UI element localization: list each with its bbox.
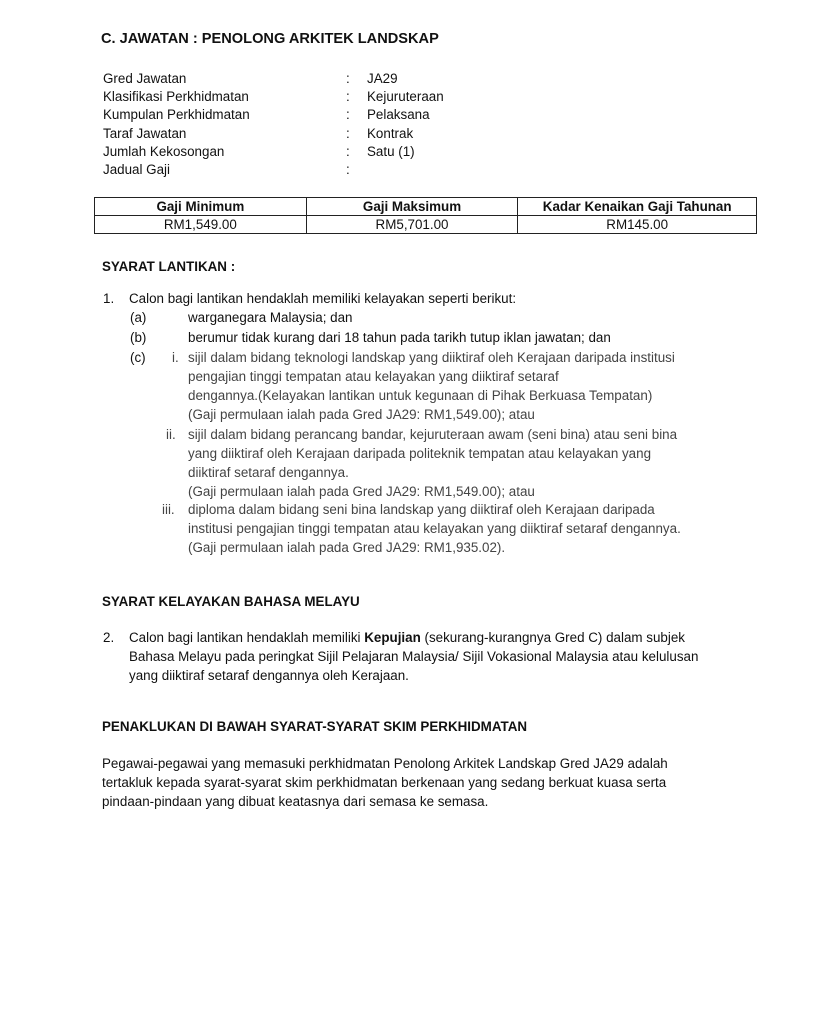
- salary-value-row: [95, 216, 757, 234]
- info-row-jumlah: [103, 143, 603, 161]
- text-line: (Gaji permulaan ialah pada Gred JA29: RM1,935.02).: [188, 540, 506, 555]
- bold-term: Kepujian: [364, 630, 421, 645]
- salary-cell: RM5,701.00: [306, 216, 518, 234]
- text-line: (Gaji permulaan ialah pada Gred JA29: RM1,549.00); atau: [188, 484, 535, 499]
- salary-cell: RM145.00: [518, 216, 757, 234]
- info-value: Kontrak: [367, 125, 414, 141]
- penaklukan-paragraph: [102, 754, 719, 811]
- info-row-jadual: [103, 161, 603, 179]
- text-line: (Gaji permulaan ialah pada Gred JA29: RM1,549.00); atau: [188, 407, 535, 422]
- info-row-taraf: [103, 125, 603, 143]
- salary-cell: RM1,549.00: [95, 216, 307, 234]
- qualification-ii: [188, 425, 677, 501]
- item-intro: Calon bagi lantikan hendaklah memiliki kelayakan seperti berikut:: [129, 291, 517, 306]
- text-line: dengannya.(Kelayakan lantikan untuk kegunaan di Pihak Berkuasa Tempatan): [188, 388, 653, 403]
- info-value: Pelaksana: [367, 107, 430, 123]
- qualification-iii: [188, 500, 681, 557]
- info-colon: :: [346, 71, 350, 86]
- sub-text-a: warganegara Malaysia; dan: [188, 310, 353, 325]
- page-title: C. JAWATAN : PENOLONG ARKITEK LANDSKAP: [101, 31, 439, 47]
- info-label: Gred Jawatan: [103, 71, 187, 86]
- job-info-list: [103, 70, 603, 179]
- info-value: Satu (1): [367, 143, 415, 159]
- info-label: Jumlah Kekosongan: [103, 143, 225, 159]
- info-label: Taraf Jawatan: [103, 125, 187, 141]
- text-line: yang diiktiraf setaraf dengannya oleh Kerajaan.: [129, 668, 409, 683]
- text-line: pengajian tinggi tempatan atau kelayakan yang diiktiraf setaraf: [188, 369, 559, 384]
- info-colon: :: [346, 89, 350, 105]
- sub-text-b: berumur tidak kurang dari 18 tahun pada tarikh tutup iklan jawatan; dan: [188, 330, 611, 345]
- info-colon: :: [346, 161, 350, 177]
- info-label: Klasifikasi Perkhidmatan: [103, 89, 249, 105]
- info-value: Kejuruteraan: [367, 89, 444, 105]
- salary-header-cell: Gaji Maksimum: [306, 198, 518, 216]
- text-line: Bahasa Melayu pada peringkat Sijil Pelajaran Malaysia/ Sijil Vokasional Malaysia atau kelulusan: [129, 649, 699, 664]
- salary-table: [94, 197, 757, 234]
- salary-header-cell: Kadar Kenaikan Gaji Tahunan: [518, 198, 757, 216]
- text-line: Pegawai-pegawai yang memasuki perkhidmatan Penolong Arkitek Landskap Gred JA29 adalah: [102, 756, 668, 771]
- text-line: [129, 628, 719, 647]
- info-row-klasifikasi: [103, 88, 603, 106]
- roman-label-i: i.: [172, 350, 179, 365]
- qualification-i: [188, 348, 675, 424]
- salary-header-row: [95, 198, 757, 216]
- text-line: yang diiktiraf oleh Kerajaan daripada politeknik tempatan atau kelayakan yang: [188, 446, 652, 461]
- text-line: pindaan-pindaan yang dibuat keatasnya dari semasa ke semasa.: [102, 794, 489, 809]
- info-row-kumpulan: [103, 106, 603, 124]
- text-line: tertakluk kepada syarat-syarat skim perkhidmatan berkenaan yang sedang berkuat kuasa serta: [102, 775, 667, 790]
- info-label: Kumpulan Perkhidmatan: [103, 107, 250, 123]
- salary-header-cell: Gaji Minimum: [95, 198, 307, 216]
- info-row-gred: [103, 70, 603, 88]
- text-segment: (sekurang-kurangnya Gred C) dalam subjek: [420, 630, 685, 645]
- item-number: 2.: [103, 630, 115, 645]
- item-number: 1.: [103, 291, 115, 306]
- bahasa-paragraph: [129, 628, 719, 685]
- info-colon: :: [346, 125, 350, 141]
- roman-label-iii: iii.: [162, 502, 175, 517]
- info-label: Jadual Gaji: [103, 161, 170, 177]
- text-line: institusi pengajian tinggi tempatan atau kelayakan yang diiktiraf setaraf dengannya.: [188, 521, 681, 536]
- section-heading-syarat-lantikan: SYARAT LANTIKAN :: [102, 259, 236, 274]
- text-line: diploma dalam bidang seni bina landskap yang diiktiraf oleh Kerajaan daripada: [188, 502, 655, 517]
- roman-label-ii: ii.: [166, 427, 176, 442]
- text-line: sijil dalam bidang perancang bandar, kejuruteraan awam (seni bina) atau seni bina: [188, 427, 678, 442]
- section-heading-penaklukan: PENAKLUKAN DI BAWAH SYARAT-SYARAT SKIM PERKHIDMATAN: [102, 719, 528, 734]
- info-value: JA29: [367, 71, 398, 86]
- text-line: diiktiraf setaraf dengannya.: [188, 465, 349, 480]
- sub-label-c: (c): [130, 350, 146, 365]
- info-colon: :: [346, 107, 350, 123]
- info-colon: :: [346, 143, 350, 159]
- sub-label-b: (b): [130, 330, 147, 345]
- text-segment: Calon bagi lantikan hendaklah memiliki: [129, 630, 365, 645]
- section-heading-bahasa: SYARAT KELAYAKAN BAHASA MELAYU: [102, 594, 360, 609]
- sub-label-a: (a): [130, 310, 147, 325]
- text-line: sijil dalam bidang teknologi landskap yang diiktiraf oleh Kerajaan daripada institusi: [188, 350, 675, 365]
